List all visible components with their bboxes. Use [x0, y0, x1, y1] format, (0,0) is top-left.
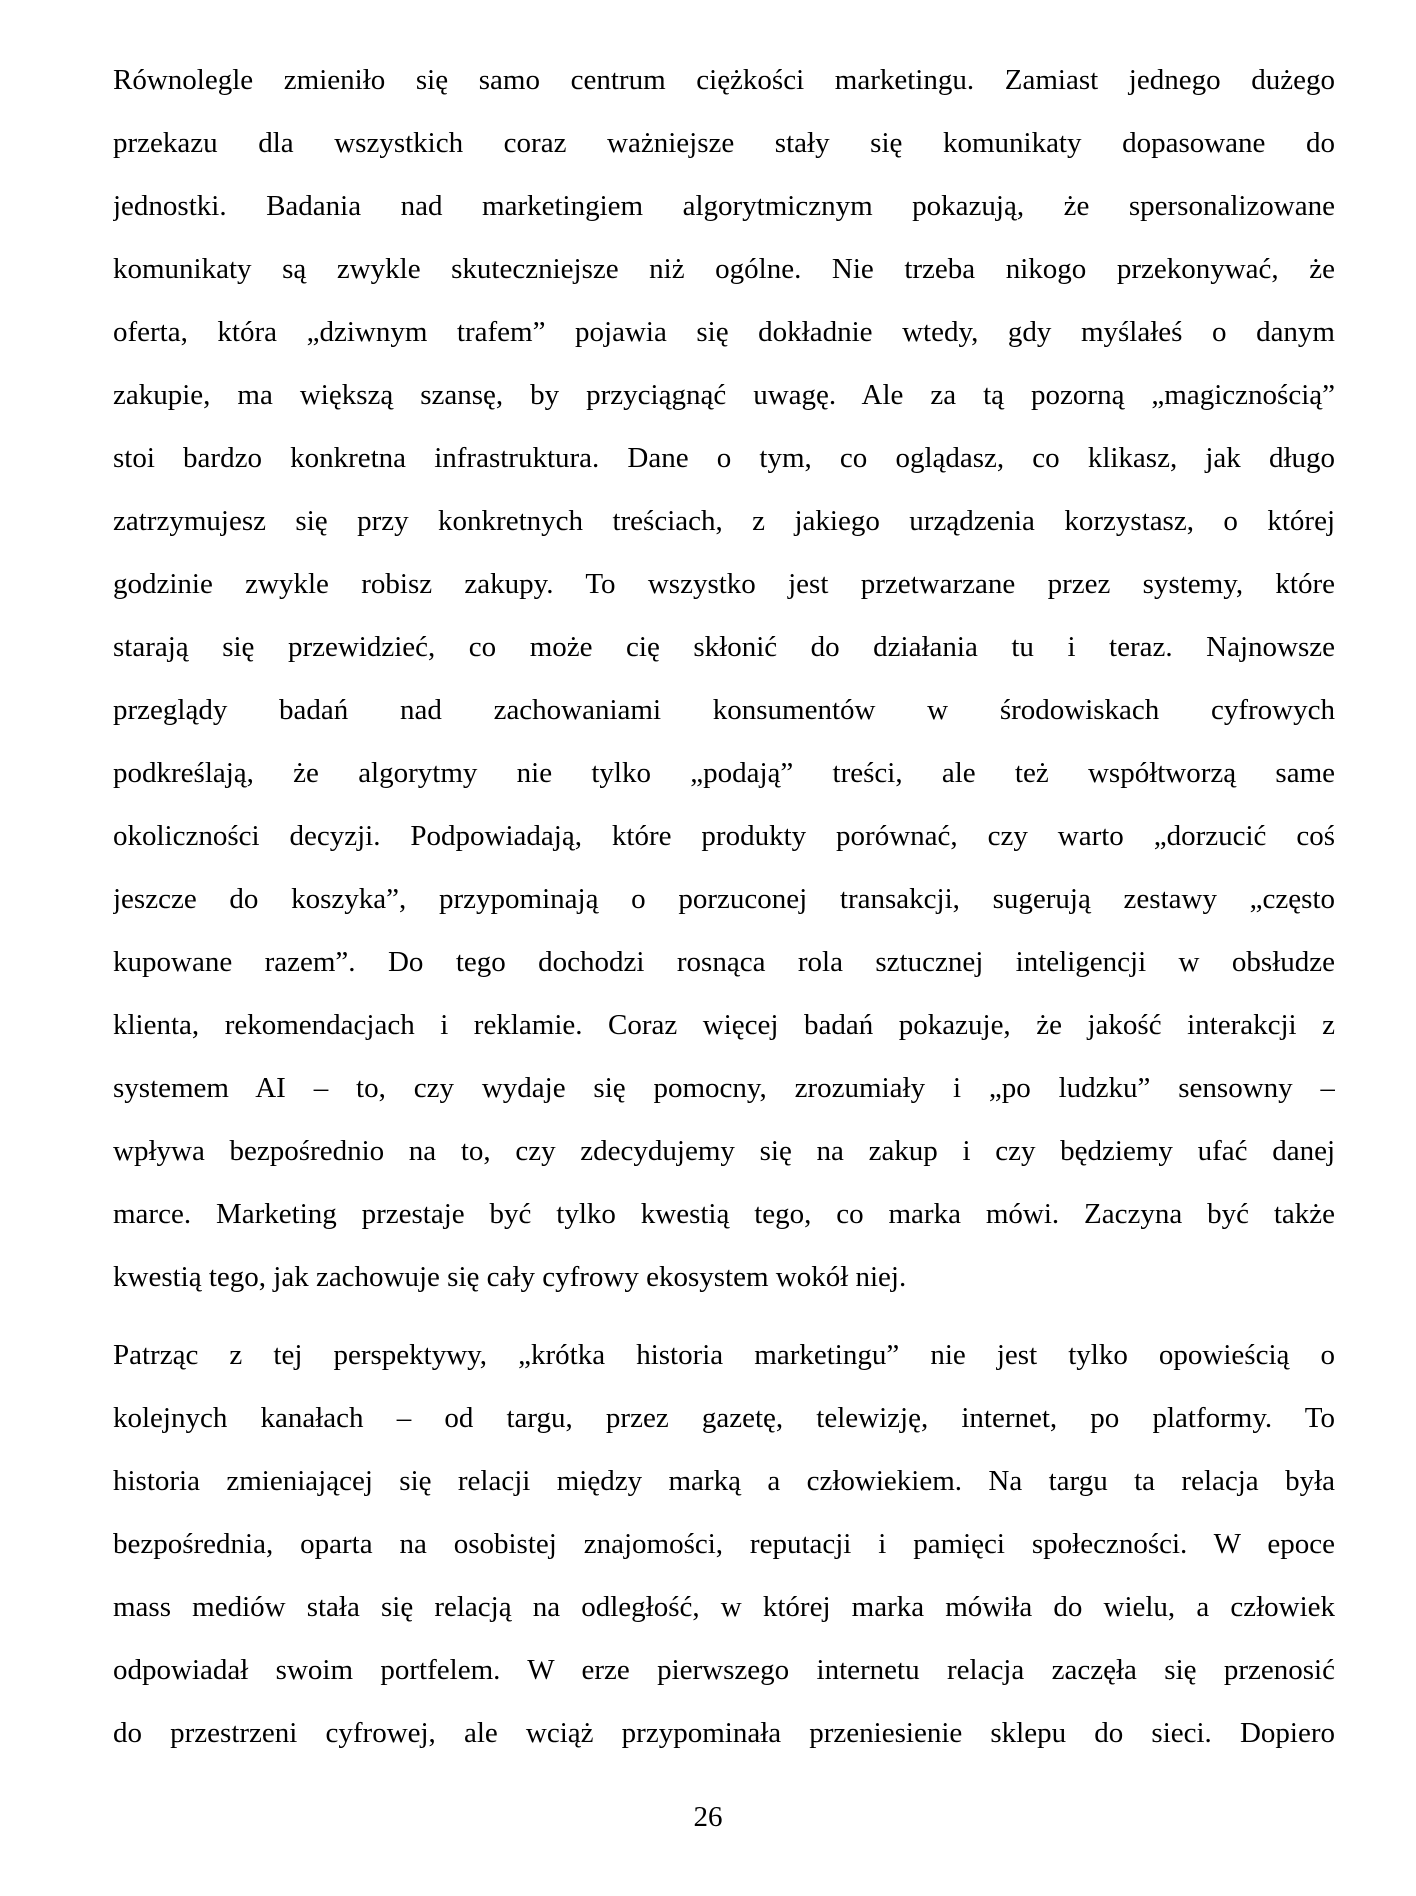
text-line: jeszcze do koszyka”, przypominają o porzuconej transakcji, sugerują zestawy „często: [113, 883, 1335, 915]
text-line: systemem AI – to, czy wydaje się pomocny, zrozumiały i „po ludzku” sensowny –: [113, 1072, 1335, 1104]
text-line: okoliczności decyzji. Podpowiadają, które produkty porównać, czy warto „dorzucić coś: [113, 820, 1335, 852]
text-line: podkreślają, że algorytmy nie tylko „podają” treści, ale też współtworzą same: [113, 757, 1335, 789]
text-line: przekazu dla wszystkich coraz ważniejsze stały się komunikaty dopasowane do: [113, 127, 1335, 159]
paragraph: [113, 1324, 1335, 1765]
text-line: przeglądy badań nad zachowaniami konsumentów w środowiskach cyfrowych: [113, 694, 1335, 726]
text-line: zakupie, ma większą szansę, by przyciągnąć uwagę. Ale za tą pozorną „magicznością”: [113, 379, 1335, 411]
text-line: kolejnych kanałach – od targu, przez gazetę, telewizję, internet, po platformy. To: [113, 1402, 1335, 1434]
text-line: historia zmieniającej się relacji między marką a człowiekiem. Na targu ta relacja była: [113, 1465, 1335, 1497]
text-line: do przestrzeni cyfrowej, ale wciąż przypominała przeniesienie sklepu do sieci. Dopiero: [113, 1717, 1335, 1749]
text-block: [113, 49, 1335, 1765]
text-line: jednostki. Badania nad marketingiem algorytmicznym pokazują, że spersonalizowane: [113, 190, 1335, 222]
text-line: bezpośrednia, oparta na osobistej znajomości, reputacji i pamięci społeczności. W epoce: [113, 1528, 1335, 1560]
text-line: klienta, rekomendacjach i reklamie. Coraz więcej badań pokazuje, że jakość interakcji z: [113, 1009, 1335, 1041]
text-line: wpływa bezpośrednio na to, czy zdecydujemy się na zakup i czy będziemy ufać danej: [113, 1135, 1335, 1167]
text-line: godzinie zwykle robisz zakupy. To wszystko jest przetwarzane przez systemy, które: [113, 568, 1335, 600]
text-line: kwestią tego, jak zachowuje się cały cyfrowy ekosystem wokół niej.: [113, 1261, 907, 1293]
text-line: zatrzymujesz się przy konkretnych treściach, z jakiego urządzenia korzystasz, o której: [113, 505, 1335, 537]
text-line: stoi bardzo konkretna infrastruktura. Dane o tym, co oglądasz, co klikasz, jak długo: [113, 442, 1335, 474]
text-line: Patrząc z tej perspektywy, „krótka historia marketingu” nie jest tylko opowieścią o: [113, 1339, 1335, 1371]
page-number: 26: [693, 1801, 723, 1833]
paragraph: [113, 49, 1335, 1309]
text-line: odpowiadał swoim portfelem. W erze pierwszego internetu relacja zaczęła się przenosić: [113, 1654, 1335, 1686]
text-line: starają się przewidzieć, co może cię skłonić do działania tu i teraz. Najnowsze: [113, 631, 1335, 663]
text-line: kupowane razem”. Do tego dochodzi rosnąca rola sztucznej inteligencji w obsłudze: [113, 946, 1335, 978]
text-line: oferta, która „dziwnym trafem” pojawia się dokładnie wtedy, gdy myślałeś o danym: [113, 316, 1335, 348]
text-line: mass mediów stała się relacją na odległość, w której marka mówiła do wielu, a człowiek: [113, 1591, 1335, 1623]
text-line: marce. Marketing przestaje być tylko kwestią tego, co marka mówi. Zaczyna być także: [113, 1198, 1335, 1230]
text-line: komunikaty są zwykle skuteczniejsze niż ogólne. Nie trzeba nikogo przekonywać, że: [113, 253, 1335, 285]
text-line: Równolegle zmieniło się samo centrum ciężkości marketingu. Zamiast jednego dużego: [113, 64, 1335, 96]
